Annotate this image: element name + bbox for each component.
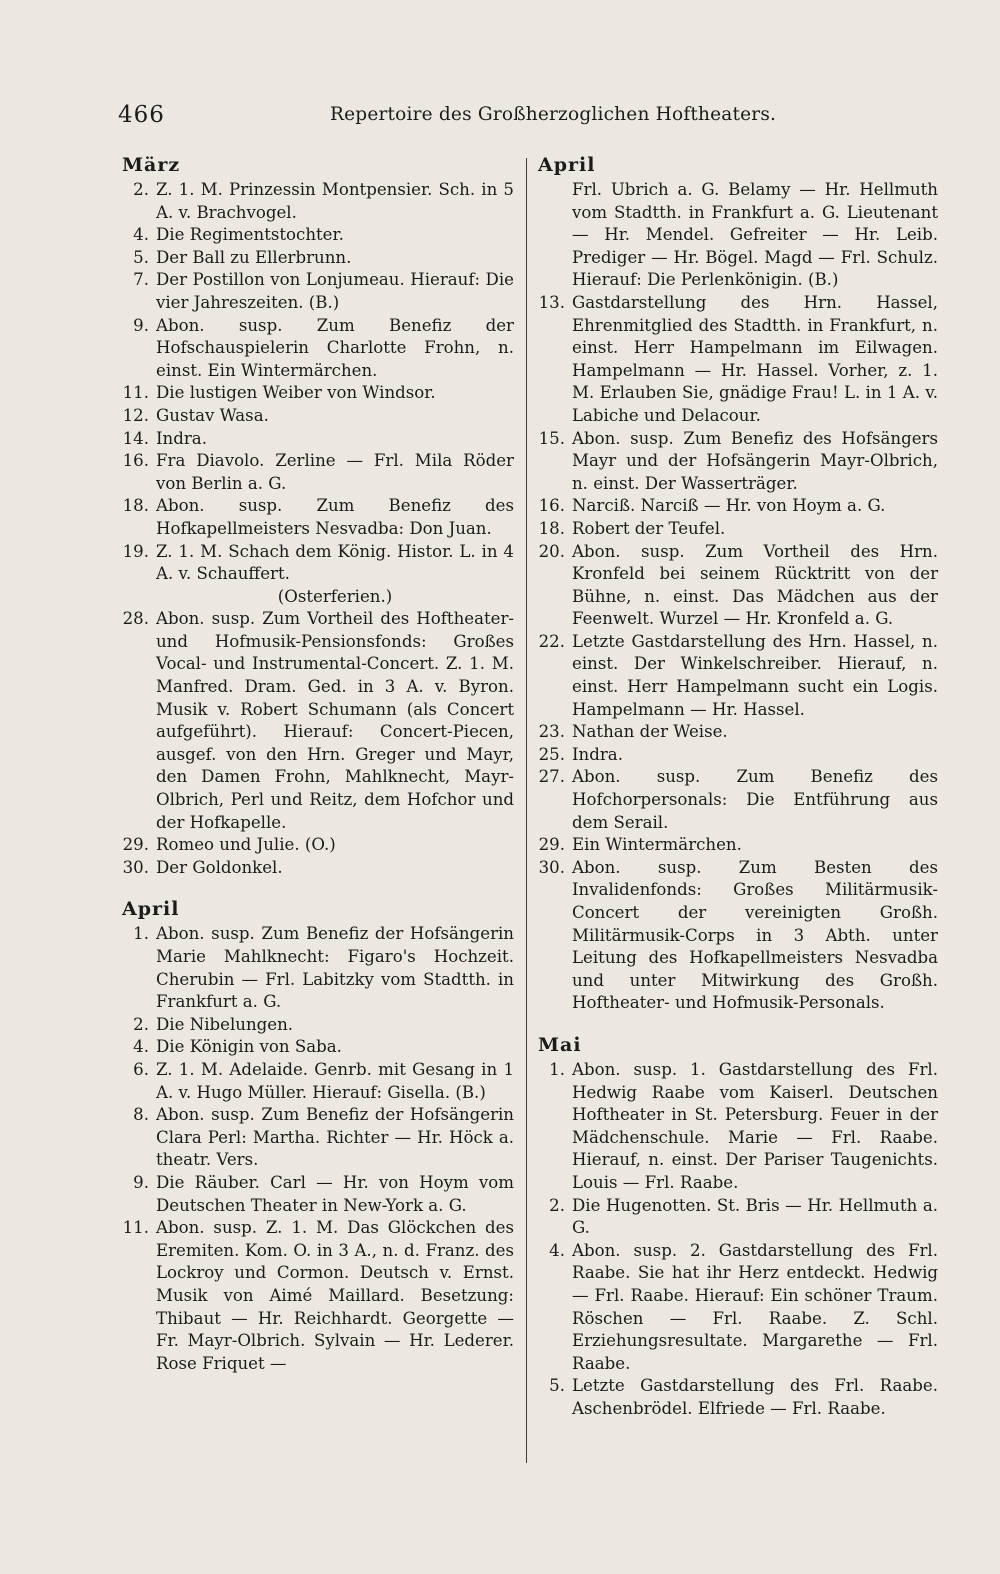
entry-text: Die lustigen Weiber von Windsor. — [156, 383, 436, 403]
running-title: Repertoire des Großherzoglichen Hoftheaters. — [330, 104, 777, 125]
repertoire-entry — [122, 1104, 514, 1172]
march-entries — [122, 179, 514, 586]
page-number: 466 — [118, 102, 165, 128]
repertoire-entry — [122, 179, 514, 224]
repertoire-entry — [122, 428, 514, 451]
entry-day: 18. — [538, 518, 565, 538]
march-entries-late — [122, 608, 514, 879]
entry-day: 8. — [133, 1105, 149, 1125]
left-column — [122, 151, 514, 1375]
entry-day: 4. — [133, 1037, 149, 1057]
repertoire-entry — [122, 541, 514, 586]
entry-text: Robert der Teufel. — [572, 518, 726, 538]
repertoire-entry — [122, 834, 514, 857]
entry-day: 20. — [538, 541, 565, 561]
entry-day: 18. — [122, 496, 149, 516]
repertoire-entry — [538, 292, 938, 428]
column-divider — [526, 158, 527, 1463]
month-heading-may: Mai — [538, 1033, 582, 1056]
repertoire-entry — [122, 1014, 514, 1037]
repertoire-entry — [538, 744, 938, 767]
entry-day: 14. — [122, 428, 149, 448]
april-entries — [122, 923, 514, 1375]
month-heading-april-continued: April — [538, 154, 596, 176]
entry-day: 15. — [538, 428, 565, 448]
repertoire-entry — [538, 1375, 938, 1420]
entry-text: Abon. susp. Zum Besten des Invalidenfonds: Großes Militärmusik-Concert der vereinigten Großh. Militärmusik-Corps in 3 Abth. unter Leitung des Hofkapellmeisters Nesvadba und unter Mitwirkung des Großh. Hoftheater- und Hofmusik-Personals. — [572, 857, 938, 1013]
entry-text: Gustav Wasa. — [156, 405, 269, 425]
april-continued-text: Frl. Ubrich a. G. Belamy — Hr. Hellmuth vom Stadtth. in Frankfurt a. G. Lieutenant — Hr. Mendel. Gefreiter — Hr. Leib. Prediger — Hr. Bögel. Magd — Frl. Schulz. Hierauf: Die Perlenkönigin. (B.) — [572, 180, 938, 290]
entry-day: 2. — [133, 180, 149, 199]
repertoire-entry — [538, 1240, 938, 1376]
entry-text: Gastdarstellung des Hrn. Hassel, Ehrenmitglied des Stadtth. in Frankfurt, n. einst. Herr Hampelmann im Eilwagen. Hampelmann — Hr. Hassel. Vorher, z. 1. M. Erlauben Sie, gnädige Frau! L. in 1 A. v. Labiche und Delacour. — [572, 292, 938, 425]
entry-day: 7. — [133, 270, 149, 290]
entry-day: 2. — [549, 1195, 565, 1215]
entry-day: 23. — [538, 722, 565, 742]
entry-text: Z. 1. M. Adelaide. Genrb. mit Gesang in 1 A. v. Hugo Müller. Hierauf: Gisella. (B.) — [156, 1059, 514, 1102]
repertoire-entry — [538, 1195, 938, 1240]
repertoire-entry — [538, 495, 938, 518]
entry-day: 25. — [538, 744, 565, 764]
entry-day: 30. — [122, 857, 149, 877]
entry-day: 29. — [538, 835, 565, 855]
repertoire-entry — [538, 721, 938, 744]
entry-text: Abon. susp. 1. Gastdarstellung des Frl. Hedwig Raabe vom Kaiserl. Deutschen Hoftheater in St. Petersburg. Feuer in der Mädchenschule. Marie — Frl. Raabe. Hierauf, n. einst. Der Pariser Taugenichts. Louis — Frl. Raabe. — [572, 1059, 938, 1192]
repertoire-entry — [122, 608, 514, 834]
repertoire-entry — [538, 541, 938, 631]
repertoire-entry — [122, 405, 514, 428]
entry-text: Der Goldonkel. — [156, 857, 283, 877]
entry-day: 12. — [122, 405, 149, 425]
entry-day: 5. — [133, 247, 149, 267]
entry-text: Die Königin von Saba. — [156, 1037, 342, 1057]
entry-text: Abon. susp. Zum Benefiz der Hofsängerin Marie Mahlknecht: Figaro's Hochzeit. Cherubin — Frl. Labitzky vom Stadtth. in Frankfurt a. G. — [156, 924, 514, 1012]
entry-day: 19. — [122, 541, 149, 561]
entry-day: 11. — [122, 383, 149, 403]
repertoire-entry — [538, 428, 938, 496]
repertoire-entry — [122, 495, 514, 540]
section-gap — [122, 879, 514, 895]
entry-text: Abon. susp. Zum Benefiz des Hofkapellmeisters Nesvadba: Don Juan. — [156, 496, 514, 538]
entry-day: 4. — [549, 1240, 565, 1260]
repertoire-entry — [122, 923, 514, 1013]
entry-text: Indra. — [572, 744, 623, 764]
entry-text: Die Räuber. Carl — Hr. von Hoym vom Deutschen Theater in New-York a. G. — [156, 1172, 514, 1215]
repertoire-entry — [122, 247, 514, 270]
entry-text: Abon. susp. Zum Benefiz der Hofschauspielerin Charlotte Frohn, n. einst. Ein Wintermärchen. — [156, 315, 514, 380]
entry-text: Der Postillon von Lonjumeau. Hierauf: Die vier Jahreszeiten. (B.) — [156, 270, 514, 312]
repertoire-entry — [538, 766, 938, 834]
entry-day: 9. — [133, 315, 149, 335]
entry-text: Abon. susp. Zum Benefiz des Hofchorpersonals: Die Entführung aus dem Serail. — [572, 767, 938, 832]
repertoire-entry — [122, 269, 514, 314]
right-column — [538, 151, 938, 1420]
entry-day: 13. — [538, 292, 565, 312]
entry-text: Letzte Gastdarstellung des Hrn. Hassel, n. einst. Der Winkelschreiber. Hierauf, n. einst. Herr Hampelmann sucht ein Logis. Hampelmann — Hr. Hassel. — [572, 631, 938, 719]
entry-text: Ein Wintermärchen. — [572, 835, 742, 855]
entry-text: Die Hugenotten. St. Bris — Hr. Hellmuth a. G. — [572, 1195, 938, 1238]
entry-day: 5. — [549, 1376, 565, 1396]
entry-day: 1. — [549, 1059, 565, 1079]
page-header — [118, 102, 777, 132]
entry-day: 22. — [538, 631, 565, 651]
entry-day: 11. — [122, 1218, 149, 1238]
entry-day: 28. — [122, 609, 149, 629]
entry-text: Fra Diavolo. Zerline — Frl. Mila Röder von Berlin a. G. — [156, 451, 514, 493]
repertoire-entry — [122, 1172, 514, 1217]
may-entries — [538, 1059, 938, 1421]
section-gap — [538, 1015, 938, 1031]
repertoire-entry — [122, 1217, 514, 1375]
entry-day: 29. — [122, 835, 149, 855]
holiday-note: (Osterferien.) — [277, 586, 393, 606]
entry-day: 2. — [133, 1014, 149, 1034]
entry-text: Die Nibelungen. — [156, 1014, 294, 1034]
entry-text: Die Regimentstochter. — [156, 225, 344, 245]
entry-text: Abon. susp. 2. Gastdarstellung des Frl. Raabe. Sie hat ihr Herz entdeckt. Hedwig — Frl. Raabe. Hierauf: Ein schöner Traum. Röschen — Frl. Raabe. Z. Schl. Erziehungsresultate. Margarethe — Frl. Raabe. — [572, 1240, 938, 1373]
entry-text: Letzte Gastdarstellung des Frl. Raabe. Aschenbrödel. Elfriede — Frl. Raabe. — [572, 1376, 938, 1418]
repertoire-entry — [122, 450, 514, 495]
entry-text: Abon. susp. Z. 1. M. Das Glöckchen des Eremiten. Kom. O. in 3 A., n. d. Franz. des Lockroy und Cormon. Deutsch v. Ernst. Musik von Aimé Maillard. Besetzung: Thibaut — Hr. Reichhardt. Georgette — Fr. Mayr-Olbrich. Sylvain — Hr. Lederer. Rose Friquet — — [156, 1218, 514, 1373]
repertoire-entry — [538, 1059, 938, 1195]
repertoire-entry — [122, 1059, 514, 1104]
entry-day: 16. — [538, 496, 565, 516]
entry-text: Abon. susp. Zum Benefiz der Hofsängerin Clara Perl: Martha. Richter — Hr. Höck a. theatr. Vers. — [156, 1105, 514, 1170]
repertoire-entry — [538, 834, 938, 857]
repertoire-entry — [122, 315, 514, 383]
month-heading-march: März — [122, 154, 181, 176]
repertoire-entry — [538, 857, 938, 1015]
entry-text: Narciß. Narciß — Hr. von Hoym a. G. — [572, 496, 886, 516]
repertoire-entry — [538, 518, 938, 541]
repertoire-entry — [122, 382, 514, 405]
repertoire-entry — [538, 631, 938, 721]
entry-day: 30. — [538, 857, 565, 877]
repertoire-entry — [122, 1036, 514, 1059]
entry-text: Nathan der Weise. — [572, 722, 728, 742]
entry-day: 1. — [133, 924, 149, 944]
repertoire-entry — [122, 857, 514, 880]
entry-day: 9. — [133, 1172, 149, 1192]
entry-day: 27. — [538, 767, 565, 787]
entry-text: Der Ball zu Ellerbrunn. — [156, 247, 352, 267]
entry-text: Romeo und Julie. (O.) — [156, 835, 336, 855]
entry-text: Z. 1. M. Schach dem König. Histor. L. in 4 A. v. Schauffert. — [156, 541, 514, 584]
repertoire-entry — [122, 224, 514, 247]
month-heading-april: April — [122, 898, 180, 921]
entry-text: Abon. susp. Zum Benefiz des Hofsängers Mayr und der Hofsängerin Mayr-Olbrich, n. einst. Der Wasserträger. — [572, 428, 938, 493]
april-entries-continued — [538, 292, 938, 1015]
entry-day: 16. — [122, 451, 149, 471]
entry-text: Indra. — [156, 428, 207, 448]
entry-text: Abon. susp. Zum Vortheil des Hrn. Kronfeld bei seinem Rücktritt von der Bühne, n. einst. Das Mädchen aus der Feenwelt. Wurzel — Hr. Kronfeld a. G. — [572, 541, 938, 629]
entry-day: 4. — [133, 225, 149, 245]
entry-day: 6. — [133, 1059, 149, 1079]
entry-text: Z. 1. M. Prinzessin Montpensier. Sch. in 5 A. v. Brachvogel. — [156, 180, 514, 222]
entry-text: Abon. susp. Zum Vortheil des Hoftheater- und Hofmusik-Pensionsfonds: Großes Vocal- und Instrumental-Concert. Z. 1. M. Manfred. Dram. Ged. in 3 A. v. Byron. Musik v. Robert Schumann (als Concert aufgeführt). Hierauf: Concert-Piecen, ausgef. von den Hrn. Greger und Mayr, den Damen Frohn, Mahlknecht, Mayr-Olbrich, Perl und Reitz, dem Hofchor und der Hofkapelle. — [156, 609, 514, 832]
